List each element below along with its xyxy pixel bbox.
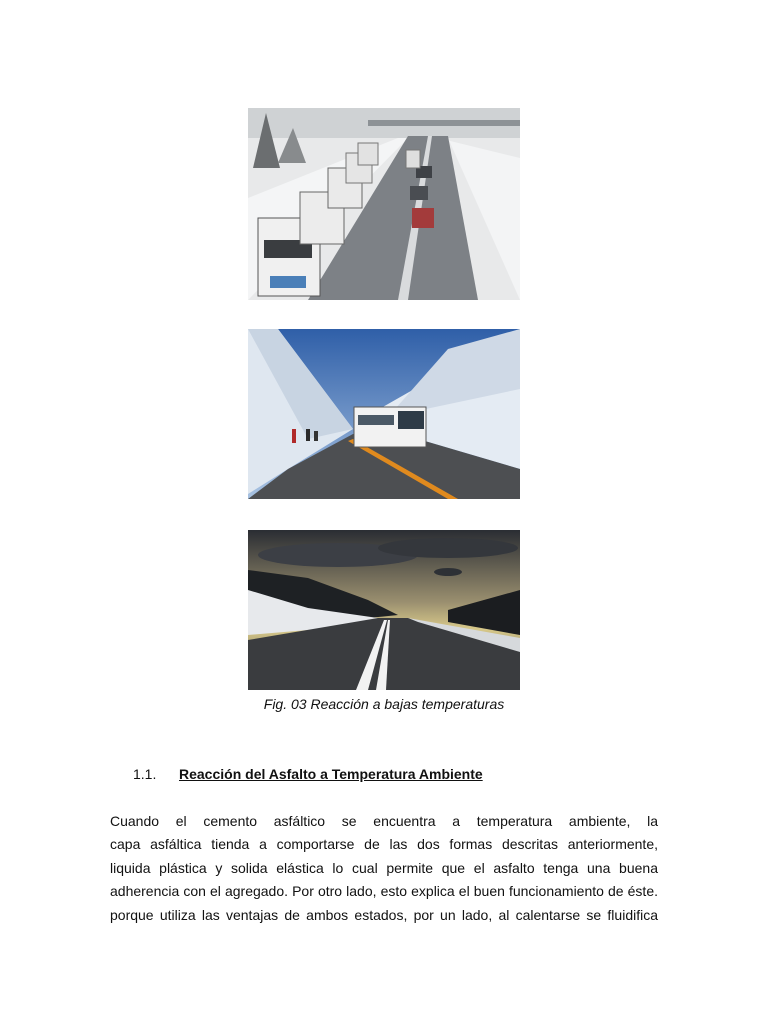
dusk-road-snow-photo [248, 530, 520, 690]
paragraph-line: Cuando el cemento asfáltico se encuentra a temperatura ambiente, la [110, 813, 658, 829]
paragraph-line: adherencia con el agregado. Por otro lado, esto explica el buen funcionamiento de éste. [110, 883, 658, 900]
paragraph-line: capa asfáltica tienda a comportarse de las dos formas descritas anteriormente, [110, 836, 658, 853]
body-paragraph [110, 810, 658, 927]
section-number: 1.1. [133, 766, 157, 782]
snow-walls-bus-road-photo [248, 329, 520, 499]
paragraph-line: liquida plástica y solida elástica lo cual permite que el asfalto tenga una buena [110, 859, 658, 876]
snowy-highway-trucks-photo [248, 108, 520, 300]
paragraph-line: porque utiliza las ventajas de ambos estados, por un lado, al calentarse se fluidifica [110, 906, 658, 923]
figure-caption: Fig. 03 Reacción a bajas temperaturas [263, 696, 505, 712]
section-heading [133, 766, 483, 782]
section-title: Reacción del Asfalto a Temperatura Ambiente [179, 766, 483, 782]
